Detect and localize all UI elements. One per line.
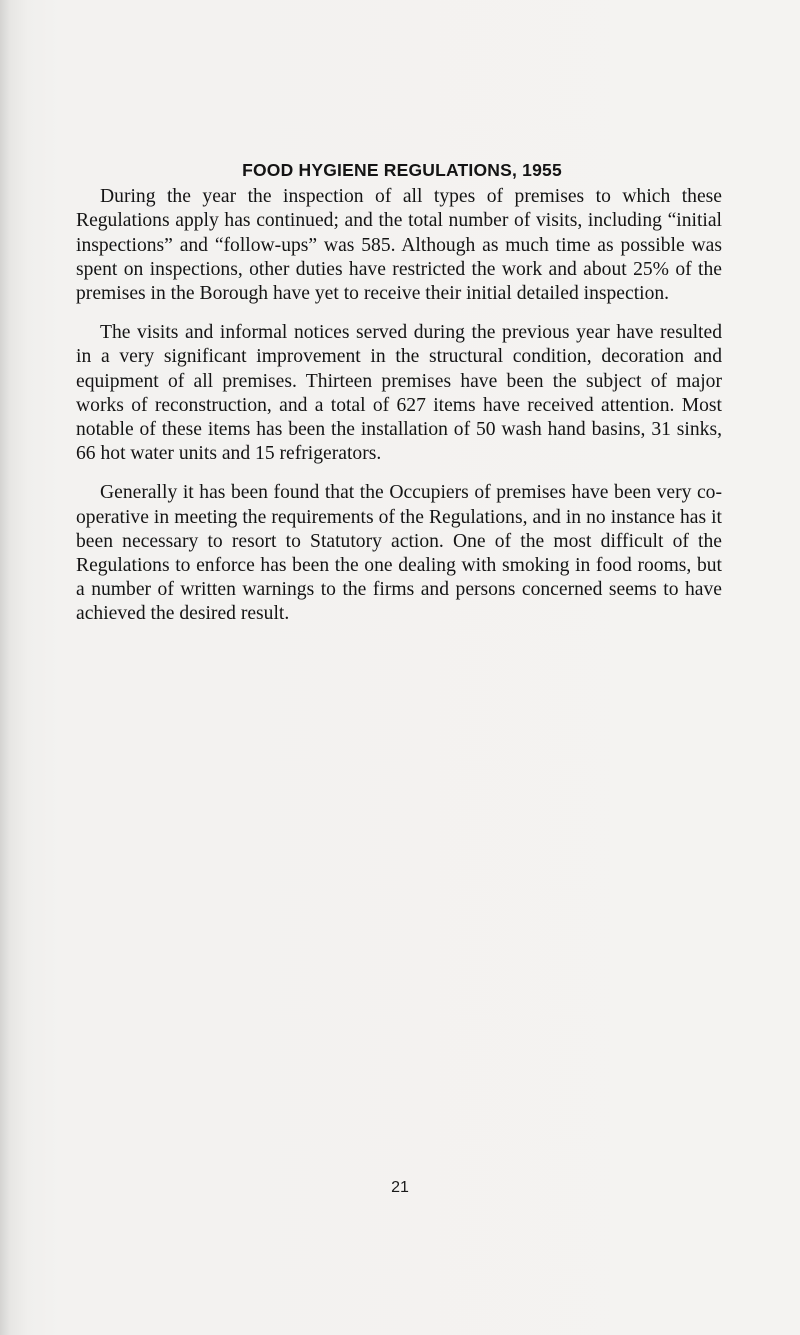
paragraph-improvements: The visits and informal notices served during the previous year have resulted in a very significant improvement in the structural condition, decoration and equipment of all premises. Thirteen premises have been the subject of major works of reconstruction, and a total of 627 items have received attention. Most notable of these items has been the installation of 50 wash hand basins, 31 sinks, 66 hot water units and 15 refrigerators. xyxy=(76,322,722,465)
paragraph-cooperation: Generally it has been found that the Occupiers of premises have been very co-operative in meeting the requirements of the Regulations, and in no instance has it been necessary to resort to Statutory action. One of the most difficult of the Regulations to enforce has been the one dealing with smoking in food rooms, but a number of written warnings to the firms and persons concerned seems to have achieved the desired result. xyxy=(76,482,722,625)
section-heading: FOOD HYGIENE REGULATIONS, 1955 xyxy=(242,160,562,180)
paragraph-inspections: During the year the inspection of all types of premises to which these Regulations apply has continued; and the total number of visits, including “initial inspections” and “follow-ups” was 585. Although as much time as possible was spent on inspections, other duties have restricted the work and about 25% of the premises in the Borough have yet to receive their initial detailed inspection. xyxy=(76,186,722,305)
document-body xyxy=(76,158,722,627)
page-number: 21 xyxy=(391,1179,409,1196)
